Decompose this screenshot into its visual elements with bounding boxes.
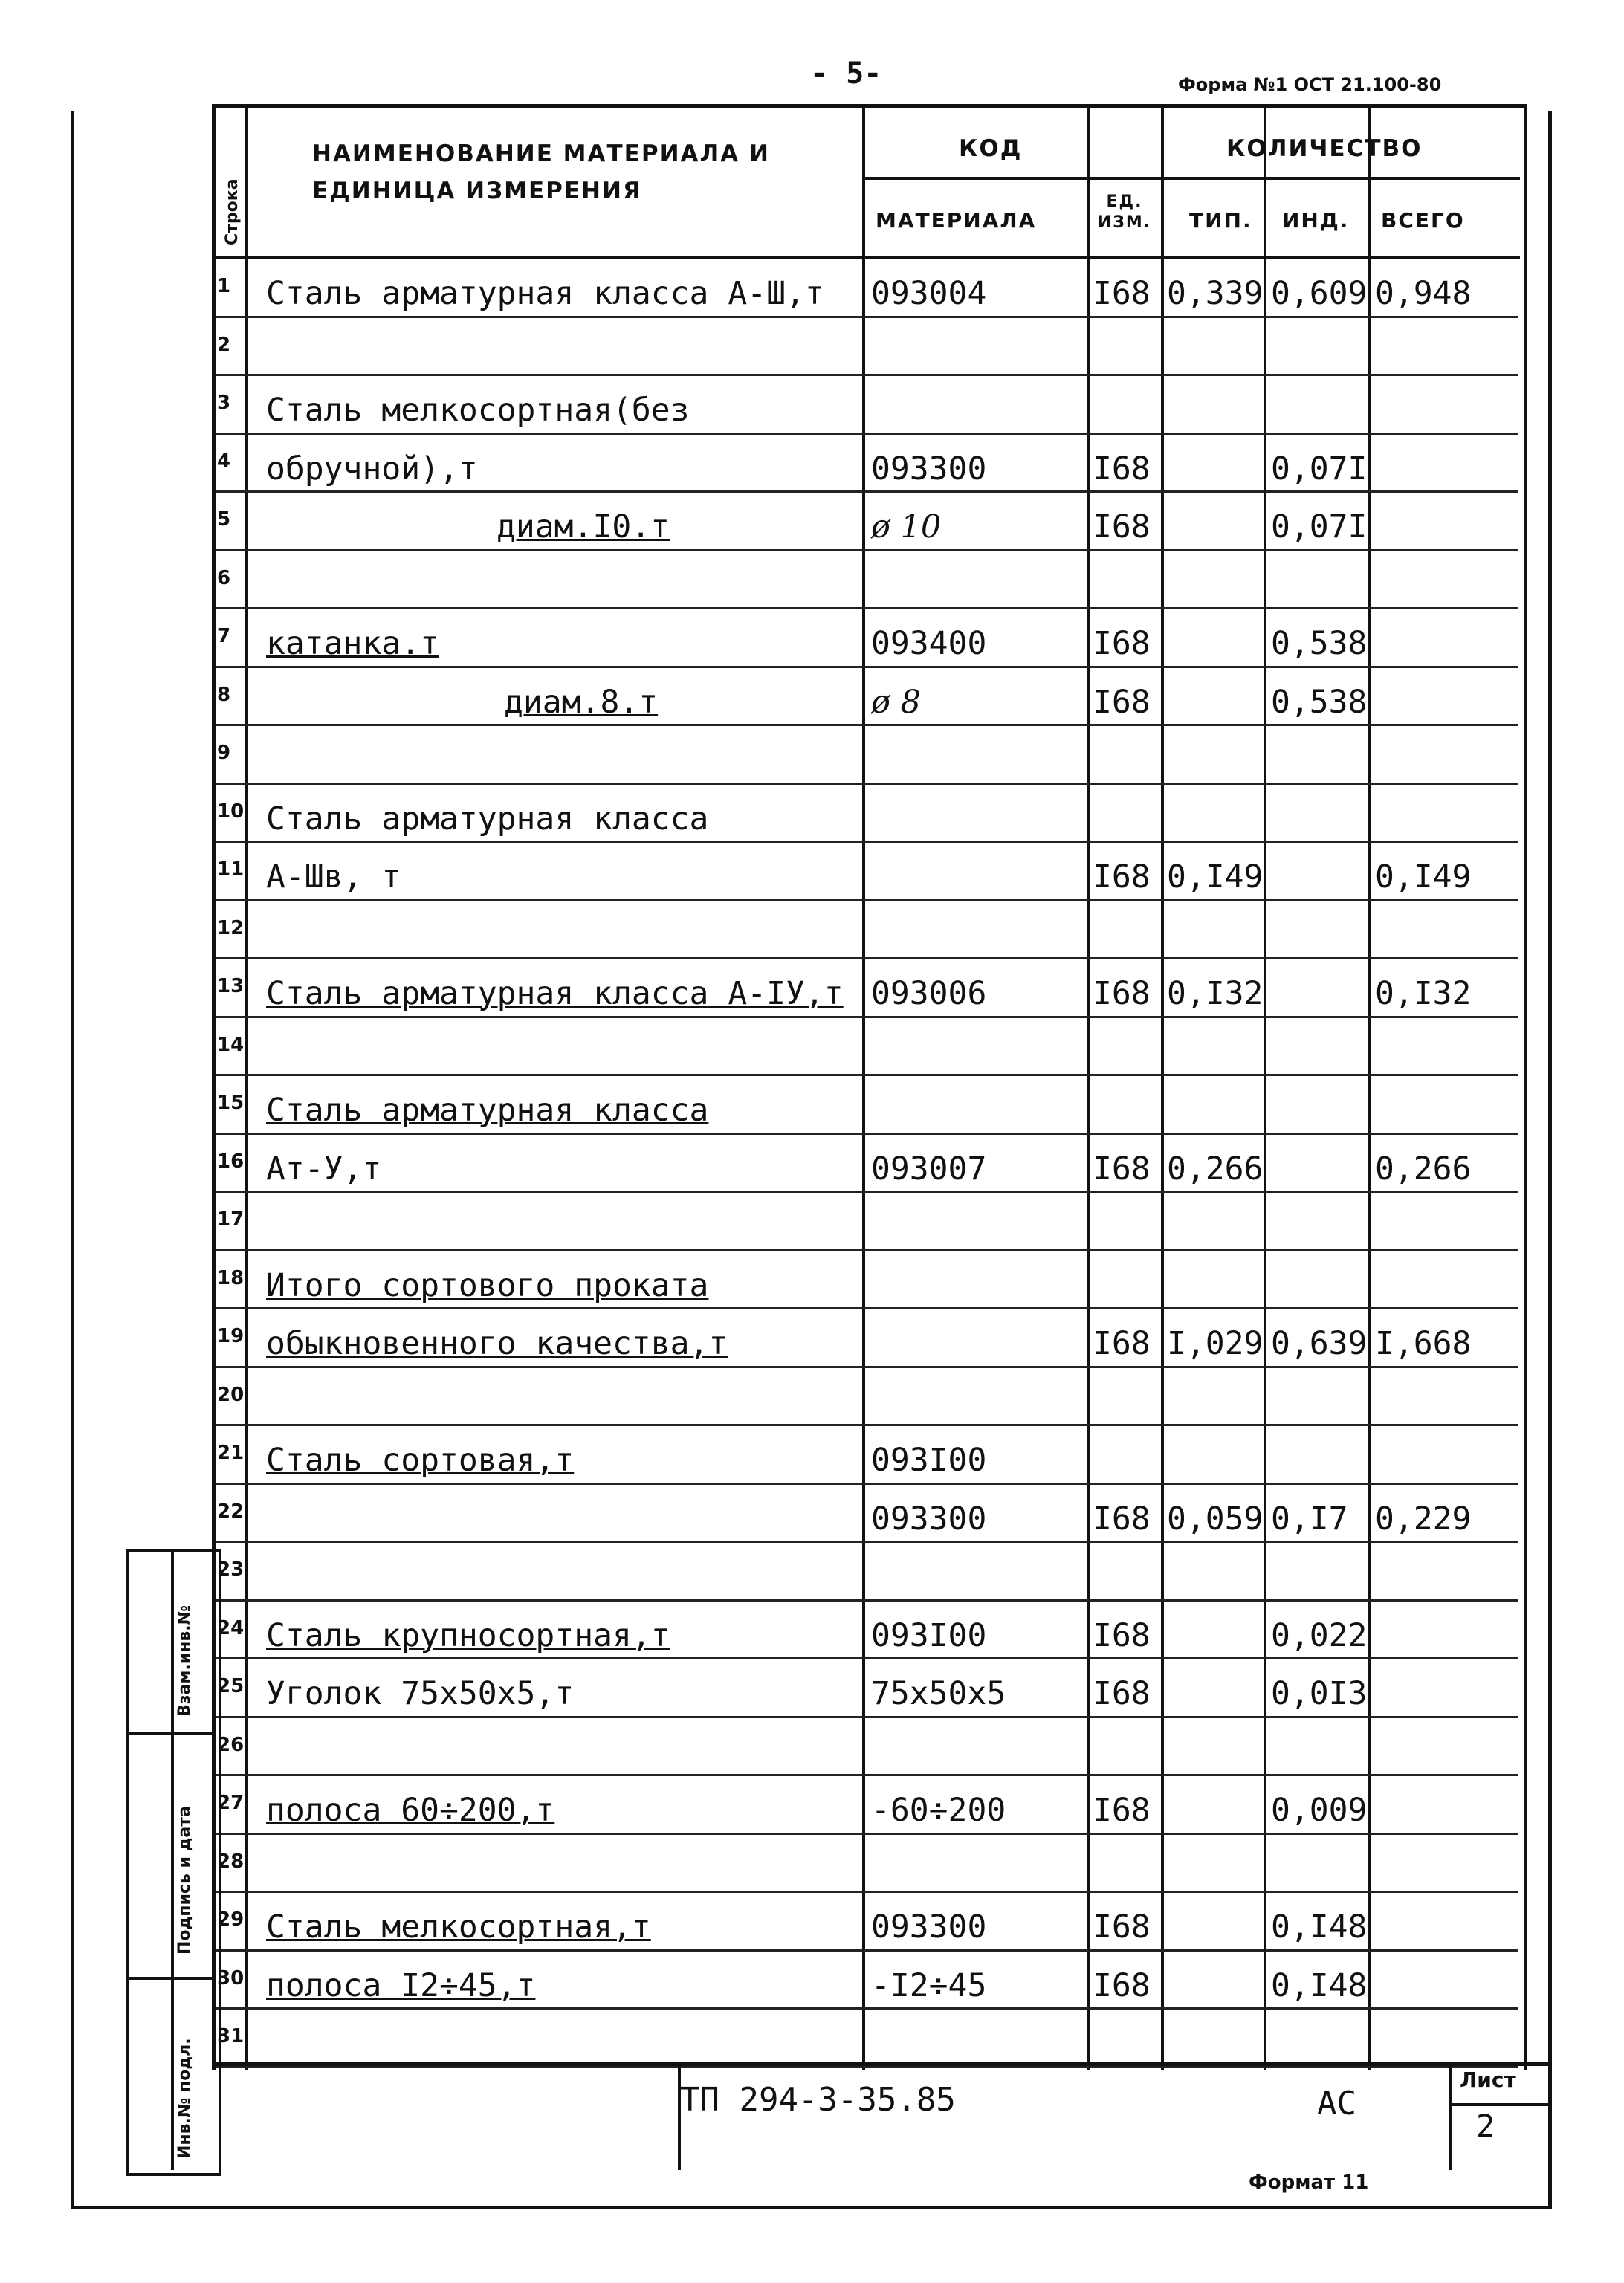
cell-code: 093I00	[871, 1442, 987, 1479]
cell-unit: I68	[1093, 275, 1151, 312]
cell-total: 0,229	[1375, 1500, 1472, 1538]
row-line	[216, 1774, 1518, 1776]
row-line	[216, 549, 1518, 551]
cell-name: Сталь арматурная класса	[266, 800, 709, 838]
cell-typ: 0,266	[1167, 1150, 1264, 1188]
cell-unit: I68	[1093, 1500, 1151, 1538]
cell-ind: 0,022	[1271, 1616, 1368, 1654]
stamp-sign-date: Подпись и дата	[175, 1806, 194, 1955]
row-number: 21	[217, 1442, 245, 1464]
cell-name: Уголок 75х50х5,т	[266, 1675, 575, 1712]
cell-total: 0,I32	[1375, 975, 1472, 1012]
frame-bottom-line	[71, 2206, 1552, 2209]
row-line	[216, 433, 1518, 435]
header-bottom-line	[216, 256, 1520, 259]
header-total-col: ВСЕГО	[1381, 208, 1465, 233]
cell-name: диам.8.т	[504, 683, 659, 721]
cell-name: Ат-У,т	[266, 1150, 382, 1188]
format-label: Формат 11	[1249, 2172, 1369, 2194]
header-code-group: КОД	[959, 135, 1023, 162]
cell-unit: I68	[1093, 1616, 1151, 1654]
row-number: 4	[217, 450, 231, 473]
row-number: 22	[217, 1500, 245, 1523]
cell-ind: 0,I7	[1271, 1500, 1348, 1538]
stamp-inv-dup: Взам.инв.№	[175, 1604, 194, 1717]
row-line	[216, 1424, 1518, 1426]
cell-code: 093007	[871, 1150, 987, 1188]
row-number: 16	[217, 1150, 245, 1173]
row-number: 18	[217, 1266, 245, 1289]
cell-code: 75х50х5	[871, 1675, 1006, 1712]
cell-code: 093300	[871, 450, 987, 488]
header-unit-col: ЕД. ИЗМ.	[1097, 192, 1152, 232]
row-number: 25	[217, 1675, 245, 1697]
row-line	[216, 1657, 1518, 1659]
cell-name: диам.I0.т	[496, 508, 670, 545]
cell-total: 0,I49	[1375, 858, 1472, 896]
cell-name: Сталь арматурная класса А-IУ,т	[266, 975, 844, 1012]
row-line	[216, 899, 1518, 901]
row-number: 6	[217, 566, 231, 589]
row-line	[216, 607, 1518, 609]
approval-stamp	[126, 1549, 221, 2176]
row-number: 2	[217, 333, 231, 356]
header-ind-col: ИНД.	[1282, 208, 1350, 233]
row-line	[216, 1483, 1518, 1485]
cell-typ: 0,I49	[1167, 858, 1264, 896]
cell-ind: 0,538	[1271, 683, 1368, 721]
cell-code: 093300	[871, 1500, 987, 1538]
row-number: 15	[217, 1092, 245, 1114]
cell-code: -60÷200	[871, 1792, 1006, 1829]
row-number: 9	[217, 742, 231, 764]
cell-unit: I68	[1093, 1792, 1151, 1829]
cell-ind: 0,I48	[1271, 1966, 1368, 2004]
cell-code: 093400	[871, 625, 987, 662]
cell-code: -I2÷45	[871, 1966, 987, 2004]
row-number: 8	[217, 683, 231, 706]
cell-unit: I68	[1093, 625, 1151, 662]
cell-ind: 0,07I	[1271, 508, 1368, 545]
row-number: 24	[217, 1616, 245, 1639]
header-material-col: МАТЕРИАЛА	[876, 208, 1037, 233]
row-number: 3	[217, 392, 231, 414]
row-line	[216, 1599, 1518, 1602]
header-typ-col: ТИП.	[1189, 208, 1252, 233]
cell-typ: 0,059	[1167, 1500, 1264, 1538]
row-number: 29	[217, 1908, 245, 1931]
cell-code: ø 10	[871, 508, 942, 545]
row-number: 27	[217, 1792, 245, 1814]
row-number: 31	[217, 2025, 245, 2047]
cell-unit: I68	[1093, 450, 1151, 488]
row-line	[216, 490, 1518, 493]
header-subdivider	[862, 177, 1520, 180]
frame-right-line	[1548, 111, 1552, 2209]
row-line	[216, 841, 1518, 843]
cell-name: Сталь мелкосортная(без	[266, 392, 690, 429]
cell-total: 0,948	[1375, 275, 1472, 312]
row-number: 12	[217, 916, 245, 939]
row-line	[216, 783, 1518, 785]
cell-unit: I68	[1093, 1675, 1151, 1712]
cell-unit: I68	[1093, 508, 1151, 545]
row-number: 7	[217, 625, 231, 647]
cell-name: обручной),т	[266, 450, 478, 488]
row-number: 20	[217, 1383, 245, 1406]
cell-name: Сталь мелкосортная,т	[266, 1908, 651, 1946]
title-block-sheet-divider	[1449, 2103, 1552, 2106]
form-label: Форма №1 ОСТ 21.100-80	[1178, 74, 1442, 95]
document-code: ТП 294-3-35.85	[680, 2081, 956, 2119]
row-number: 10	[217, 800, 245, 823]
row-line	[216, 1133, 1518, 1135]
cell-total: I,668	[1375, 1325, 1472, 1362]
cell-name: Сталь крупносортная,т	[266, 1616, 670, 1654]
cell-code: 093I00	[871, 1616, 987, 1654]
cell-name: Сталь арматурная класса	[266, 1092, 709, 1129]
stamp-inv-orig: Инв.№ подл.	[175, 2038, 194, 2159]
row-number: 5	[217, 508, 231, 531]
row-line	[216, 1074, 1518, 1076]
cell-code: 093006	[871, 975, 987, 1012]
row-line	[216, 316, 1518, 318]
row-line	[216, 1716, 1518, 1718]
page-number: - 5-	[810, 56, 882, 91]
row-line	[216, 2007, 1518, 2010]
cell-ind: 0,07I	[1271, 450, 1368, 488]
title-block-divider-right	[1449, 2065, 1452, 2170]
row-line	[216, 1833, 1518, 1835]
row-number: 19	[217, 1325, 245, 1347]
row-number: 13	[217, 975, 245, 997]
sheet-number: 2	[1476, 2108, 1495, 2144]
header-name-col: НАИМЕНОВАНИЕ МАТЕРИАЛА И ЕДИНИЦА ИЗМЕРЕНИЯ	[312, 140, 770, 204]
cell-name: полоса I2÷45,т	[266, 1966, 536, 2004]
cell-code: 093004	[871, 275, 987, 312]
cell-name: Сталь сортовая,т	[266, 1442, 575, 1479]
cell-ind: 0,639	[1271, 1325, 1368, 1362]
row-number: 23	[217, 1558, 245, 1581]
row-number: 1	[217, 275, 231, 297]
cell-unit: I68	[1093, 1966, 1151, 2004]
cell-name: обыкновенного качества,т	[266, 1325, 728, 1362]
row-line	[216, 1949, 1518, 1952]
cell-name: Сталь арматурная класса А-Ш,т	[266, 275, 824, 312]
cell-code: ø 8	[871, 683, 921, 721]
cell-total: 0,266	[1375, 1150, 1472, 1188]
cell-unit: I68	[1093, 683, 1151, 721]
cell-unit: I68	[1093, 1150, 1151, 1188]
sheet-label: Лист	[1460, 2067, 1516, 2092]
row-line	[216, 1307, 1518, 1309]
row-line	[216, 1366, 1518, 1368]
row-line	[216, 374, 1518, 376]
row-number: 28	[217, 1850, 245, 1873]
row-line	[216, 666, 1518, 668]
header-qty-group: КОЛИЧЕСТВО	[1226, 135, 1423, 162]
row-line	[216, 1541, 1518, 1543]
cell-name: Итого сортового проката	[266, 1266, 709, 1304]
cell-ind: 0,538	[1271, 625, 1368, 662]
header-row-col: Строка	[223, 178, 242, 245]
row-number: 26	[217, 1733, 245, 1756]
row-line	[216, 1249, 1518, 1251]
stamp-divider-vertical	[171, 1549, 174, 2170]
cell-ind: 0,0I3	[1271, 1675, 1368, 1712]
cell-typ: 0,339	[1167, 275, 1264, 312]
cell-name: А-Шв, т	[266, 858, 401, 896]
row-line	[216, 724, 1518, 726]
row-line	[216, 1891, 1518, 1893]
row-line	[216, 1191, 1518, 1193]
cell-name: полоса 60÷200,т	[266, 1792, 555, 1829]
row-number: 11	[217, 858, 245, 881]
cell-ind: 0,609	[1271, 275, 1368, 312]
cell-name: катанка.т	[266, 625, 439, 662]
cell-unit: I68	[1093, 975, 1151, 1012]
cell-code: 093300	[871, 1908, 987, 1946]
cell-typ: 0,I32	[1167, 975, 1264, 1012]
cell-ind: 0,I48	[1271, 1908, 1368, 1946]
document-mark: АС	[1317, 2085, 1356, 2122]
row-number: 14	[217, 1033, 245, 1056]
row-number: 30	[217, 1966, 245, 1989]
cell-ind: 0,009	[1271, 1792, 1368, 1829]
row-line	[216, 1016, 1518, 1018]
cell-unit: I68	[1093, 1908, 1151, 1946]
row-number: 17	[217, 1208, 245, 1231]
cell-unit: I68	[1093, 858, 1151, 896]
cell-unit: I68	[1093, 1325, 1151, 1362]
row-line	[216, 957, 1518, 959]
cell-typ: I,029	[1167, 1325, 1264, 1362]
